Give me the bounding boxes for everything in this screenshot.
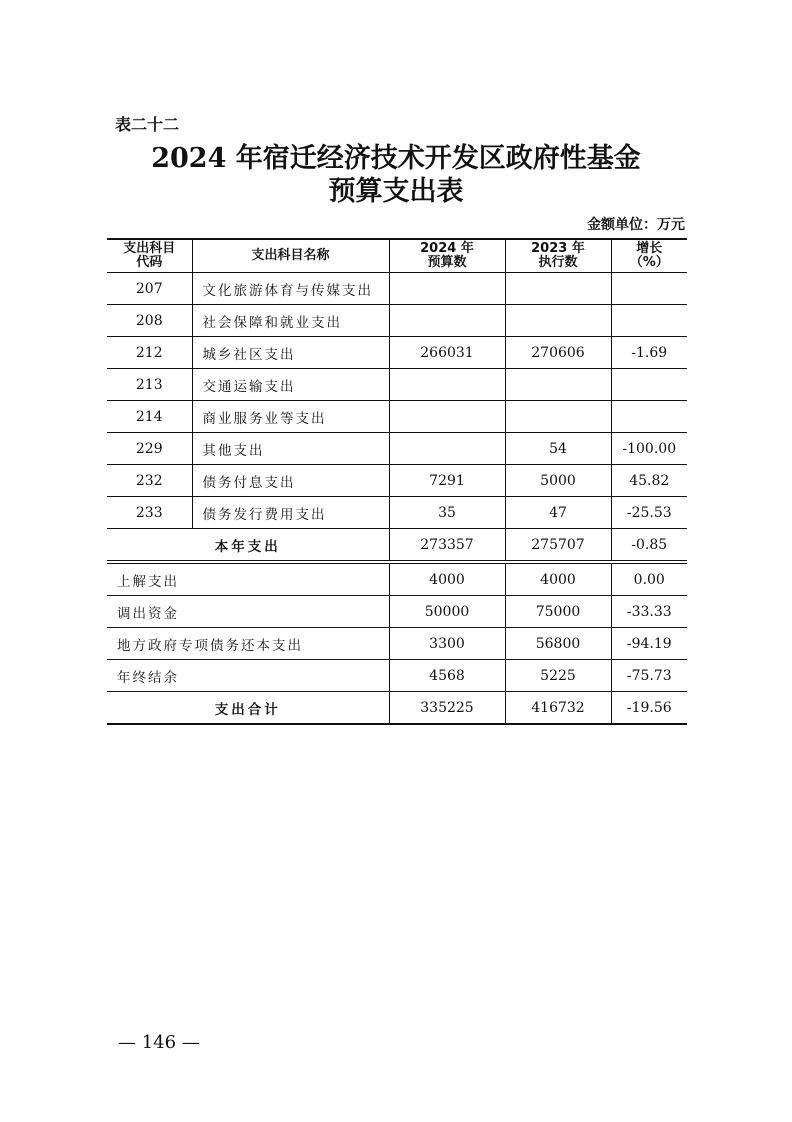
table-header-row [107,239,687,273]
item-2024-budget: 50000 [389,596,505,628]
total-2023-actual: 416732 [505,692,611,725]
total-growth: -19.56 [611,692,687,725]
item-name: 年终结余 [107,660,389,692]
item-growth: -33.33 [611,596,687,628]
header-2023-line1: 2023 年 [531,241,585,256]
item-growth: -75.73 [611,660,687,692]
table-number: 表二十二 [115,115,180,134]
header-growth-line2: （%） [629,255,669,270]
table-row [107,337,687,369]
row-2023-actual: 47 [505,497,611,529]
row-code: 214 [107,401,192,433]
item-name: 地方政府专项债务还本支出 [107,628,389,660]
row-2023-actual: 270606 [505,337,611,369]
header-name: 支出科目名称 [192,239,389,273]
row-code: 207 [107,273,192,305]
item-2024-budget: 4568 [389,660,505,692]
row-name: 社会保障和就业支出 [192,305,389,337]
item-growth: 0.00 [611,562,687,596]
item-2023-actual: 56800 [505,628,611,660]
header-code [107,239,192,273]
subtotal-2024-budget: 273357 [389,529,505,563]
row-code: 208 [107,305,192,337]
row-growth [611,369,687,401]
item-2023-actual: 4000 [505,562,611,596]
page-title-line1: 2024 年宿迁经济技术开发区政府性基金 [151,143,641,174]
row-2023-actual [505,401,611,433]
table-row [107,562,687,596]
row-code: 233 [107,497,192,529]
subtotal-row [107,529,687,563]
table-row [107,465,687,497]
total-label: 支出合计 [107,692,389,725]
row-2023-actual [505,305,611,337]
item-2023-actual: 75000 [505,596,611,628]
item-2023-actual: 5225 [505,660,611,692]
subtotal-2023-actual: 275707 [505,529,611,563]
row-2024-budget: 266031 [389,337,505,369]
page-number: — 146 — [118,1032,200,1053]
item-2024-budget: 3300 [389,628,505,660]
row-2024-budget: 7291 [389,465,505,497]
header-2023-actual [505,239,611,273]
row-2024-budget [389,273,505,305]
row-2024-budget [389,433,505,465]
row-name: 城乡社区支出 [192,337,389,369]
row-name: 商业服务业等支出 [192,401,389,433]
row-growth [611,305,687,337]
row-name: 债务发行费用支出 [192,497,389,529]
row-2024-budget [389,369,505,401]
row-code: 232 [107,465,192,497]
page-title-line2: 预算支出表 [328,176,464,207]
subtotal-growth: -0.85 [611,529,687,563]
amount-unit: 金额单位：万元 [587,217,685,233]
row-name: 债务付息支出 [192,465,389,497]
row-growth [611,273,687,305]
row-name: 其他支出 [192,433,389,465]
row-2024-budget: 35 [389,497,505,529]
table-row [107,273,687,305]
header-code-line2: 代码 [136,255,163,270]
table-row [107,628,687,660]
row-2023-actual [505,273,611,305]
total-2024-budget: 335225 [389,692,505,725]
item-2024-budget: 4000 [389,562,505,596]
item-growth: -94.19 [611,628,687,660]
item-name: 调出资金 [107,596,389,628]
subtotal-label: 本年支出 [107,529,389,563]
row-code: 229 [107,433,192,465]
item-name: 上解支出 [107,562,389,596]
row-name: 文化旅游体育与传媒支出 [192,273,389,305]
table-row [107,596,687,628]
row-growth: -100.00 [611,433,687,465]
row-growth: -1.69 [611,337,687,369]
table-row [107,433,687,465]
row-growth [611,401,687,433]
header-2023-line2: 执行数 [538,255,578,270]
header-2024-budget [389,239,505,273]
row-growth: 45.82 [611,465,687,497]
table-row [107,660,687,692]
row-code: 213 [107,369,192,401]
fund-expenditure-table [107,238,687,725]
header-growth-line1: 增长 [636,241,663,256]
header-2024-line1: 2024 年 [420,241,474,256]
header-code-line1: 支出科目 [123,241,176,256]
row-2023-actual: 5000 [505,465,611,497]
total-row [107,692,687,725]
row-2023-actual [505,369,611,401]
row-code: 212 [107,337,192,369]
table-row [107,401,687,433]
row-2024-budget [389,401,505,433]
table-row [107,497,687,529]
header-2024-line2: 预算数 [427,255,467,270]
header-growth [611,239,687,273]
row-name: 交通运输支出 [192,369,389,401]
table-row [107,369,687,401]
row-2023-actual: 54 [505,433,611,465]
row-2024-budget [389,305,505,337]
row-growth: -25.53 [611,497,687,529]
table-row [107,305,687,337]
